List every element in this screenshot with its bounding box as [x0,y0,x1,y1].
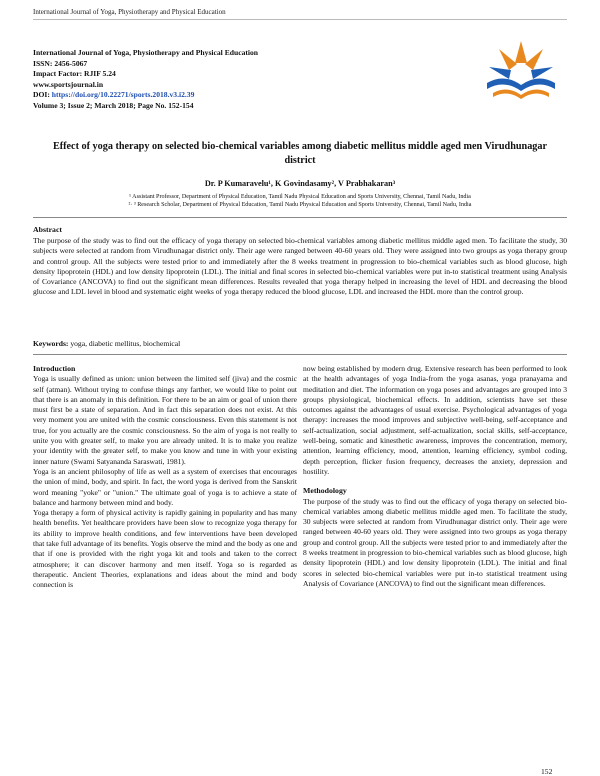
introduction-heading: Introduction [33,364,76,373]
journal-issn: ISSN: 2456-5067 [33,58,88,68]
divider-top [33,217,567,218]
divider-bottom [33,354,567,355]
introduction-paragraph-1: Yoga is usually defined as union: union between the limited self (jiva) and the cosmic self (atman). Without trying to confuse things any farther, we would like to point out that there is an anomaly in this definition. For there to be an aim or goal of union there must first be a state of separation. And in fact this separation does not exist. At this very moment you are united with the cosmic consciousness. Even this statement is not true, for you actually are the cosmic consciousness. So the aim of yoga is not really to unite you with greater self, to make you are already united. It is to make you realize your identity with the greater self, to make you know and tune in with your existing inner nature (Swami Satyananda Saraswati, 1981). [33,374,297,466]
methodology-heading: Methodology [303,486,347,496]
journal-volume: Volume 3; Issue 2; March 2018; Page No. 152-154 [33,100,194,110]
header-rule [33,19,567,20]
journal-name: International Journal of Yoga, Physiotherapy and Physical Education [33,48,259,57]
introduction-paragraph-2: Yoga is an ancient philosophy of life as well as a system of exercises that encourages the union of mind, body, and spirit. In fact, the word yoga is derived from the Sanskrit word meaning "yoke" or "union." The ultimate goal of yoga is to achieve a state of balance and harmony between mind and body. [33,466,297,507]
journal-info-block [33,48,393,112]
journal-logo-icon [475,33,567,107]
introduction-continuation: now being established by modern drug. Extensive research has been performed to look at the health advantages of yoga India-from the yoga asanas, yoga pranayama and meditation and diet. The information on yoga poses and advantages are grouped into 3 groups physiological, biochemical effects. In addition, scientists have set these outcomes against the advantages of usual exercise. Psychological advantages of yoga therapy: increases the mood improves and subjective well-being, self-acceptance and self-actualization, social adjustment, self-actualization, social skills, self-acceptance, well-being, somatic and kinesthetic awareness, improves the concentration, memory, attention, learning efficiency, mood, attention, learning efficiency, symbol coding, depth perception, flicker fusion frequency, decreases the anxiety, depression and hostility. [303,364,567,476]
keywords-label: Keywords: [33,339,69,348]
affiliation-1: ¹ Assistant Professor, Department of Physical Education, Tamil Nadu Physical Education and Sports University, Chennai, Tamil Nadu, India [129,194,471,200]
paper-authors: Dr. P Kumaravelu¹, K Govindasamy², V Prabhakaran³ [204,179,396,188]
doi-label: DOI: [33,90,52,100]
left-column [33,364,297,591]
affiliation-2: ²· ³ Research Scholar, Department of Physical Education, Tamil Nadu Physical Education and Sports University, Chennai, Tamil Nadu, India [128,202,472,208]
journal-impact-factor: Impact Factor: RJIF 5.24 [33,69,116,79]
methodology-text: The purpose of the study was to find out the efficacy of yoga therapy on selected bio-chemical variables among diabetic mellitus middle aged men. To facilitate the study, 30 subjects were selected at random from Virudhunagar district only. Their age were ranged between 40-60 years old. They were assigned into two groups as yoga therapy group and control group. All the subjects were tested prior to and immediately after the 8 weeks treatment in progression to bio-chemical variables such as blood glucose, high density lipoprotein (HDL) and low density lipoprotein (LDL). The initial and final scores in selected bio-chemical variables were put in-to statistical treatment using Analysis of Covariance (ANCOVA) to find out the significant mean differences. [303,496,567,588]
page-number: 152 [541,767,553,776]
keywords-text: yoga, diabetic mellitus, biochemical [68,339,181,348]
abstract-text: The purpose of the study was to find out the efficacy of yoga therapy on selected bio-chemical variables among diabetic mellitus middle aged men. To facilitate the study, 30 subjects were selected at random from Virudhunagar district only. Their age were ranged between 40-60 years old. They were assigned into two groups as yoga therapy group and control group. All the subjects were tested prior to and immediately after the 8 weeks treatment in progression to bio-chemical variables such as blood glucose, high density lipoprotein (HDL) and low density lipoprotein (LDL). The initial and final scores in selected bio-chemical variables were put in-to statistical treatment using Analysis of Covariance (ANCOVA) to find out the significant mean differences. Results revealed that yoga therapy helped in increasing the level of HDL and decreasing the blood glucose and LDL level in blood and systematic eight weeks of yoga therapy reduced the blood glucose, LDL and increased the HDL more than the control group. [33,236,567,297]
abstract-heading: Abstract [33,225,63,234]
journal-doi [33,90,393,101]
keywords [33,339,567,348]
doi-link[interactable]: https://doi.org/10.22271/sports.2018.v3.i2.39 [51,90,195,100]
paper-title: Effect of yoga therapy on selected bio-chemical variables among diabetic mellitus middle aged men Virudhunagar district [52,141,548,166]
running-head: International Journal of Yoga, Physiotherapy and Physical Education [33,8,226,16]
journal-website: www.sportsjournal.in [33,79,104,89]
right-column [303,364,567,589]
introduction-paragraph-3: Yoga therapy a form of physical activity is rapidly gaining in popularity and has many health benefits. Yet healthcare providers have been slow to recognize yoga therapy for its ability to improve health conditions, and few interventions have been developed that take full advantage of its benefits. Yogis observe the mind and the body as one and that if one is provided with the right yoga kit and tools and taken to the correct atmosphere; it can discover harmony and men itself. Yoga so is regarded as therapeutic. Ancient Theories, explanations and ideas about the mind and body connection is [33,508,297,590]
